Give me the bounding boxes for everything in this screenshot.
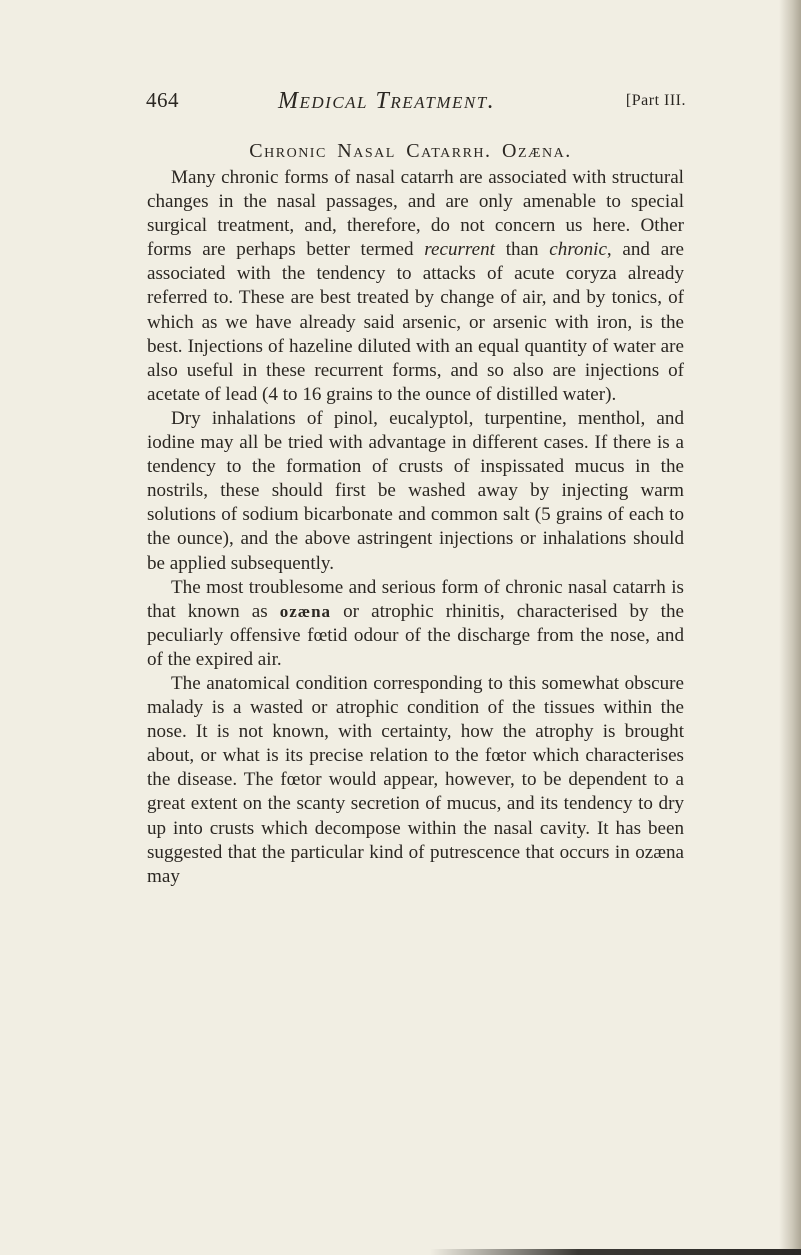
italic-term: recurrent [424, 239, 495, 261]
text-run: The anatomical condition corresponding to this somewhat obscure malady is a wasted or atrophic condition of the tissues within the nose. It is not known, with certainty, how the atrophy is brought about, or what is its precise relation to the fœtor which characterises the disease. The fœtor would appear, however, to be dependent to a great extent on the scanty secretion of mucus, and its tendency to dry up into crusts which decompose within the nasal cavity. It has been suggested that the particular kind of putrescence that occurs in ozæna may [147, 672, 684, 887]
text-run: The most troublesome and serious form of chronic nasal catarrh is that known as [147, 576, 684, 622]
paragraph [147, 576, 684, 672]
page-header [146, 88, 686, 118]
bottom-rule [430, 1249, 801, 1255]
italic-term: chronic [549, 239, 607, 261]
paragraph [147, 407, 684, 576]
text-run: Dry inhalations of pinol, eucalyptol, turpentine, menthol, and iodine may all be tried with advantage in different cases. If there is a tendency to the formation of crusts of inspissated mucus in the nostrils, these should first be washed away by injecting warm solutions of sodium bicarbonate and common salt (5 grains of each to the ounce), and the above astringent injections or inhalations should be applied subsequently. [147, 407, 684, 574]
text-run: , and are associated with the tendency to attacks of acute coryza already referred to. These are best treated by change of air, and by tonics, of which as we have already said arsenic, or arsenic with iron, is the best. Injections of hazeline diluted with an equal quantity of water are also useful in these recurrent forms, and so also are injections of acetate of lead (4 to 16 grains to the ounce of distilled water). [147, 239, 685, 405]
text-run: than [494, 239, 550, 261]
page-number: 464 [146, 88, 179, 112]
paragraph [147, 672, 684, 889]
part-label: [Part III. [625, 92, 686, 109]
page-edge-shadow [779, 0, 801, 1255]
bold-term: ozæna [279, 601, 332, 621]
paragraph [147, 166, 684, 407]
running-title: Medical Treatment. [278, 88, 496, 114]
body-text [147, 166, 684, 889]
text-run: Many chronic forms of nasal catarrh are associated with structural changes in the nasal passages, and are only amenable to special surgical treatment, and, therefore, do not concern us here. Other forms are perhaps better termed [147, 167, 684, 261]
text-run: or atrophic rhinitis, characterised by the peculiarly offensive fœtid odour of the discharge from the nose, and of the expired air. [147, 600, 684, 670]
section-title: Chronic Nasal Catarrh. Ozæna. [249, 140, 572, 162]
